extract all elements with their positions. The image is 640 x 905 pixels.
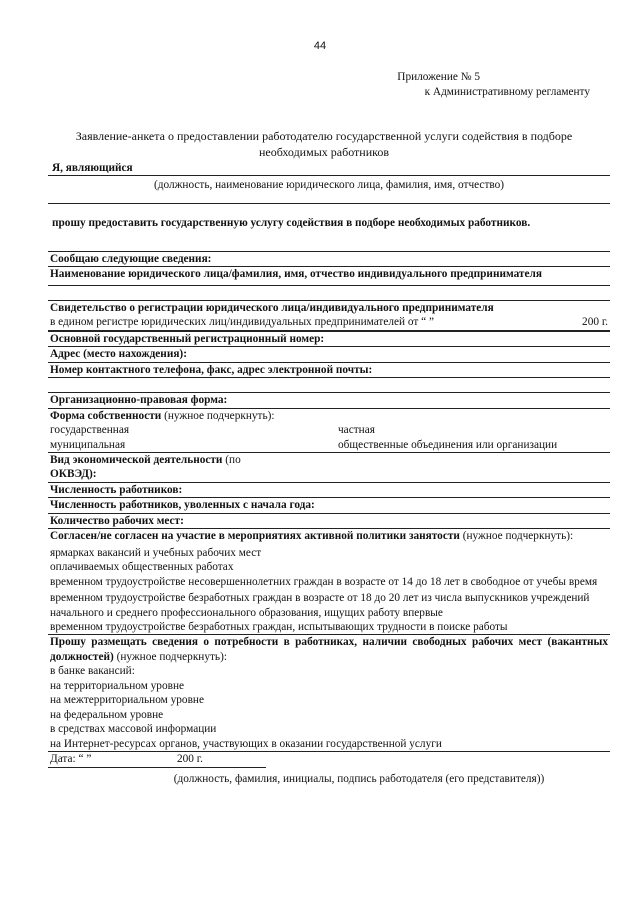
date-year: 200 г.: [177, 753, 203, 766]
applicant-block: [48, 161, 610, 230]
placement-option-federal[interactable]: на федеральном уровне: [50, 708, 164, 721]
request-text: прошу предоставить государственную услугу содействия в подборе необходимых работников.: [52, 216, 531, 229]
certificate-text: в едином регистре юридических лиц/индивидуальных предпринимателей от “ ”: [50, 316, 435, 329]
consent-label: Согласен/не согласен на участие в мероприятиях активной политики занятости: [50, 530, 460, 543]
appendix-line2: к Административному регламенту: [424, 86, 590, 99]
date-field[interactable]: [48, 752, 266, 767]
consent-field: [48, 529, 610, 635]
certificate-year: 200 г.: [582, 316, 608, 329]
certificate-field[interactable]: [48, 315, 610, 331]
employees-label: Численность работников:: [50, 483, 183, 496]
activity-hint: (по: [222, 453, 241, 466]
placement-hint: (нужное подчеркнуть):: [113, 650, 227, 663]
legal-name-field[interactable]: [48, 267, 610, 285]
contacts-field[interactable]: [48, 363, 610, 378]
dismissed-label: Численность работников, уволенных с начала года:: [50, 499, 315, 512]
placement-option-media[interactable]: в средствах массовой информации: [50, 723, 217, 736]
ogrn-label: Основной государственный регистрационный номер:: [50, 332, 325, 345]
legal-name-label: Наименование юридического лица/фамилия, имя, отчество индивидуального предпринимателя: [50, 268, 542, 281]
address-field[interactable]: [48, 347, 610, 362]
ownership-option-state[interactable]: государственная: [50, 424, 130, 437]
placement-option-interterritorial[interactable]: на межтерриториальном уровне: [50, 694, 204, 707]
activity-field[interactable]: [48, 453, 610, 483]
placement-label: Прошу размещать сведения о потребности в работниках, наличии свободных рабочих мест (вакантных должностей): [50, 636, 608, 663]
ogrn-field[interactable]: [48, 332, 610, 347]
org-form-field[interactable]: [48, 393, 610, 408]
consent-option-minors[interactable]: временном трудоустройстве несовершеннолетних граждан в возрасте от 14 до 18 лет в свободное от учебы время: [50, 575, 598, 588]
applicant-field[interactable]: [48, 161, 610, 176]
org-form-label: Организационно-правовая форма:: [50, 394, 228, 407]
ownership-hint: (нужное подчеркнуть):: [161, 409, 275, 422]
consent-option-difficulties[interactable]: временном трудоустройстве безработных граждан, испытывающих трудности в поиске работы: [50, 620, 508, 633]
employees-field[interactable]: [48, 483, 610, 498]
page-number: 44: [313, 40, 327, 52]
placement-option-bank[interactable]: в банке вакансий:: [50, 665, 135, 678]
consent-option-graduates[interactable]: временном трудоустройстве безработных граждан в возрасте от 18 до 20 лет из числа выпускников учреждений начального и среднего профессионального образования, ищущих работу впервые: [50, 592, 590, 619]
info-form: [48, 251, 610, 786]
consent-option-public-works[interactable]: оплачиваемых общественных работах: [50, 561, 234, 574]
activity-label-okved: ОКВЭД):: [50, 468, 97, 481]
applicant-label: Я, являющийся: [52, 162, 133, 174]
placement-option-territorial[interactable]: на территориальном уровне: [50, 679, 185, 692]
address-label: Адрес (место нахождения):: [50, 348, 187, 361]
activity-label: Вид экономической деятельности: [50, 453, 223, 466]
ownership-option-private[interactable]: частная: [338, 424, 375, 437]
placement-field: [48, 635, 610, 752]
date-text: Дата: “ ”: [50, 753, 92, 766]
form-title: Заявление-анкета о предоставлении работодателю государственной услуги содействия в подборе необходимых работников: [75, 129, 573, 159]
ownership-label: Форма собственности: [50, 409, 162, 422]
ownership-option-municipal[interactable]: муниципальная: [50, 438, 126, 451]
consent-hint: (нужное подчеркнуть):: [459, 530, 574, 543]
placement-option-internet[interactable]: на Интернет-ресурсах органов, участвующих в оказании государственной услуги: [50, 737, 442, 750]
vacancies-label: Количество рабочих мест:: [50, 514, 184, 527]
vacancies-field[interactable]: [48, 514, 610, 529]
signature-caption: (должность, фамилия, инициалы, подпись работодателя (его представителя)): [173, 772, 545, 785]
contacts-label: Номер контактного телефона, факс, адрес электронной почты:: [50, 363, 373, 376]
dismissed-field[interactable]: [48, 498, 610, 513]
report-label: Сообщаю следующие сведения:: [48, 251, 610, 267]
appendix-note: [397, 70, 590, 101]
ownership-field: [48, 409, 610, 453]
applicant-caption: (должность, наименование юридического лица, фамилия, имя, отчество): [48, 176, 610, 203]
ownership-option-public[interactable]: общественные объединения или организации: [338, 438, 558, 451]
certificate-label: Свидетельство о регистрации юридического лица/индивидуального предпринимателя: [50, 301, 494, 314]
appendix-line1: Приложение № 5: [397, 71, 480, 83]
consent-option-fairs[interactable]: ярмарках вакансий и учебных рабочих мест: [50, 546, 262, 559]
